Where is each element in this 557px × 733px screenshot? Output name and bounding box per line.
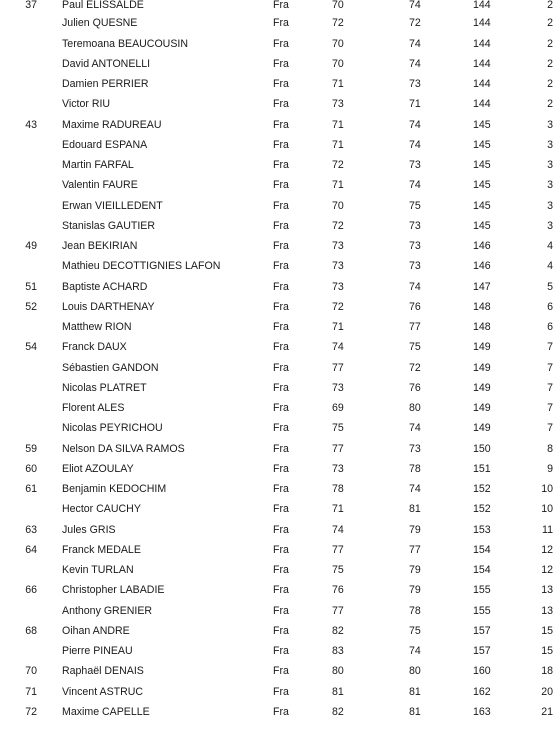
round-1-score: 77 — [332, 604, 344, 617]
score-to-par: 7 — [547, 361, 553, 374]
player-name: Valentin FAURE — [62, 179, 138, 192]
player-name: Erwan VIEILLEDENT — [62, 199, 163, 212]
player-name: Jules GRIS — [62, 523, 116, 536]
round-1-score: 71 — [332, 503, 344, 516]
score-to-par: 3 — [547, 118, 553, 131]
round-1-score: 76 — [332, 584, 344, 597]
player-name: Raphaël DENAIS — [62, 665, 144, 678]
score-to-par: 2 — [547, 0, 553, 11]
player-name: Sébastien GANDON — [62, 361, 159, 374]
player-name: Florent ALES — [62, 402, 125, 415]
round-1-score: 72 — [332, 219, 344, 232]
score-to-par: 10 — [541, 483, 553, 496]
round-2-score: 78 — [409, 462, 421, 475]
total-score: 149 — [473, 422, 491, 435]
player-position: 52 — [25, 300, 37, 313]
player-nationality: Fra — [273, 260, 289, 273]
player-nationality: Fra — [273, 381, 289, 394]
round-1-score: 71 — [332, 179, 344, 192]
score-to-par: 8 — [547, 442, 553, 455]
player-nationality: Fra — [273, 624, 289, 637]
player-name: Mathieu DECOTTIGNIES LAFON — [62, 260, 221, 273]
round-1-score: 73 — [332, 260, 344, 273]
player-position — [0, 641, 60, 661]
total-score: 149 — [473, 341, 491, 354]
round-2-score: 73 — [409, 260, 421, 273]
score-to-par: 7 — [547, 381, 553, 394]
round-1-score: 71 — [332, 118, 344, 131]
round-2-score: 73 — [409, 159, 421, 172]
total-score: 144 — [473, 78, 491, 91]
player-name: Oihan ANDRE — [62, 624, 130, 637]
round-1-score: 77 — [332, 543, 344, 556]
round-1-score: 81 — [332, 685, 344, 698]
round-2-score: 73 — [409, 442, 421, 455]
round-1-score: 83 — [332, 645, 344, 658]
player-position: 60 — [25, 462, 37, 475]
score-to-par: 7 — [547, 402, 553, 415]
table-row — [0, 236, 557, 256]
player-nationality: Fra — [273, 179, 289, 192]
player-nationality: Fra — [273, 280, 289, 293]
player-name: Hector CAUCHY — [62, 503, 141, 516]
table-row — [0, 297, 557, 317]
player-name: Maxime CAPELLE — [62, 705, 150, 718]
player-position — [0, 176, 60, 196]
player-name: Pierre PINEAU — [62, 645, 133, 658]
round-1-score: 77 — [332, 442, 344, 455]
total-score: 146 — [473, 260, 491, 273]
player-nationality: Fra — [273, 159, 289, 172]
player-nationality: Fra — [273, 0, 289, 11]
score-to-par: 12 — [541, 543, 553, 556]
round-2-score: 74 — [409, 179, 421, 192]
total-score: 157 — [473, 645, 491, 658]
round-2-score: 77 — [409, 543, 421, 556]
round-2-score: 73 — [409, 78, 421, 91]
player-name: Julien QUESNE — [62, 17, 138, 30]
score-to-par: 21 — [541, 705, 553, 718]
round-2-score: 74 — [409, 483, 421, 496]
total-score: 148 — [473, 321, 491, 334]
player-nationality: Fra — [273, 422, 289, 435]
total-score: 154 — [473, 564, 491, 577]
round-1-score: 82 — [332, 624, 344, 637]
score-to-par: 10 — [541, 503, 553, 516]
round-2-score: 71 — [409, 98, 421, 111]
player-name: Matthew RION — [62, 321, 132, 334]
round-2-score: 73 — [409, 219, 421, 232]
table-row — [0, 0, 557, 14]
round-1-score: 70 — [332, 57, 344, 70]
player-name: Baptiste ACHARD — [62, 280, 148, 293]
total-score: 152 — [473, 503, 491, 516]
round-2-score: 74 — [409, 37, 421, 50]
player-name: Paul ELISSALDE — [62, 0, 144, 11]
player-position: 54 — [25, 341, 37, 354]
score-to-par: 5 — [547, 280, 553, 293]
total-score: 144 — [473, 0, 491, 11]
player-position: 49 — [25, 240, 37, 253]
player-nationality: Fra — [273, 442, 289, 455]
round-2-score: 81 — [409, 685, 421, 698]
player-nationality: Fra — [273, 483, 289, 496]
player-position — [0, 54, 60, 74]
player-position: 64 — [25, 543, 37, 556]
round-1-score: 74 — [332, 341, 344, 354]
player-position — [0, 398, 60, 418]
score-to-par: 6 — [547, 300, 553, 313]
player-name: Stanislas GAUTIER — [62, 219, 156, 232]
table-row — [0, 135, 557, 155]
total-score: 155 — [473, 584, 491, 597]
table-row — [0, 581, 557, 601]
total-score: 146 — [473, 240, 491, 253]
total-score: 149 — [473, 361, 491, 374]
player-position — [0, 155, 60, 175]
score-to-par: 13 — [541, 604, 553, 617]
round-1-score: 70 — [332, 199, 344, 212]
round-1-score: 73 — [332, 462, 344, 475]
table-row — [0, 176, 557, 196]
player-position — [0, 95, 60, 115]
player-name: Eliot AZOULAY — [62, 462, 134, 475]
player-position — [0, 74, 60, 94]
total-score: 145 — [473, 199, 491, 212]
player-position — [0, 500, 60, 520]
score-to-par: 3 — [547, 179, 553, 192]
score-to-par: 2 — [547, 98, 553, 111]
player-nationality: Fra — [273, 564, 289, 577]
round-1-score: 74 — [332, 523, 344, 536]
player-position: 61 — [25, 483, 37, 496]
player-name: David ANTONELLI — [62, 57, 151, 70]
total-score: 157 — [473, 624, 491, 637]
table-row — [0, 601, 557, 621]
player-nationality: Fra — [273, 543, 289, 556]
total-score: 145 — [473, 138, 491, 151]
table-row — [0, 702, 557, 722]
round-1-score: 71 — [332, 138, 344, 151]
table-row — [0, 682, 557, 702]
round-1-score: 71 — [332, 321, 344, 334]
score-to-par: 4 — [547, 260, 553, 273]
round-1-score: 70 — [332, 0, 344, 11]
score-to-par: 20 — [541, 685, 553, 698]
total-score: 151 — [473, 462, 491, 475]
player-nationality: Fra — [273, 98, 289, 111]
score-to-par: 7 — [547, 341, 553, 354]
score-to-par: 15 — [541, 645, 553, 658]
round-2-score: 75 — [409, 199, 421, 212]
total-score: 149 — [473, 402, 491, 415]
total-score: 145 — [473, 118, 491, 131]
total-score: 147 — [473, 280, 491, 293]
round-2-score: 75 — [409, 624, 421, 637]
score-to-par: 11 — [542, 523, 553, 536]
table-row — [0, 459, 557, 479]
round-1-score: 75 — [332, 564, 344, 577]
table-row — [0, 155, 557, 175]
score-to-par: 2 — [547, 17, 553, 30]
player-position — [0, 378, 60, 398]
table-row — [0, 439, 557, 459]
table-row — [0, 257, 557, 277]
round-1-score: 73 — [332, 240, 344, 253]
player-nationality: Fra — [273, 503, 289, 516]
table-row — [0, 338, 557, 358]
player-name: Vincent ASTRUC — [62, 685, 144, 698]
round-2-score: 72 — [409, 17, 421, 30]
player-name: Christopher LABADIE — [62, 584, 165, 597]
table-row — [0, 398, 557, 418]
player-position: 71 — [25, 685, 37, 698]
player-name: Franck MEDALE — [62, 543, 141, 556]
player-position — [0, 135, 60, 155]
round-2-score: 74 — [409, 645, 421, 658]
round-2-score: 77 — [409, 321, 421, 334]
table-row — [0, 500, 557, 520]
score-to-par: 7 — [547, 422, 553, 435]
round-1-score: 71 — [332, 78, 344, 91]
table-row — [0, 560, 557, 580]
player-nationality: Fra — [273, 584, 289, 597]
round-1-score: 80 — [332, 665, 344, 678]
player-position: 51 — [25, 280, 37, 293]
player-position: 59 — [25, 442, 37, 455]
total-score: 155 — [473, 604, 491, 617]
table-row — [0, 34, 557, 54]
table-row — [0, 419, 557, 439]
score-to-par: 18 — [541, 665, 553, 678]
player-name: Jean BEKIRIAN — [62, 240, 138, 253]
player-nationality: Fra — [273, 645, 289, 658]
player-nationality: Fra — [273, 604, 289, 617]
table-row — [0, 95, 557, 115]
player-position — [0, 34, 60, 54]
player-name: Anthony GRENIER — [62, 604, 153, 617]
player-position: 72 — [25, 705, 37, 718]
total-score: 154 — [473, 543, 491, 556]
player-position — [0, 257, 60, 277]
player-name: Damien PERRIER — [62, 78, 149, 91]
player-nationality: Fra — [273, 57, 289, 70]
round-2-score: 75 — [409, 341, 421, 354]
round-2-score: 72 — [409, 361, 421, 374]
round-1-score: 73 — [332, 280, 344, 293]
round-2-score: 78 — [409, 604, 421, 617]
score-to-par: 6 — [547, 321, 553, 334]
player-position — [0, 560, 60, 580]
player-position — [0, 601, 60, 621]
player-nationality: Fra — [273, 37, 289, 50]
score-to-par: 12 — [541, 564, 553, 577]
player-name: Martin FARFAL — [62, 159, 134, 172]
table-row — [0, 520, 557, 540]
round-2-score: 79 — [409, 584, 421, 597]
player-nationality: Fra — [273, 321, 289, 334]
player-nationality: Fra — [273, 78, 289, 91]
round-2-score: 76 — [409, 300, 421, 313]
round-2-score: 79 — [409, 523, 421, 536]
player-position — [0, 419, 60, 439]
total-score: 163 — [473, 705, 491, 718]
round-1-score: 72 — [332, 159, 344, 172]
player-name: Nelson DA SILVA RAMOS — [62, 442, 185, 455]
round-2-score: 74 — [409, 280, 421, 293]
total-score: 160 — [473, 665, 491, 678]
score-to-par: 13 — [541, 584, 553, 597]
total-score: 149 — [473, 381, 491, 394]
player-name: Nicolas PLATRET — [62, 381, 147, 394]
table-row — [0, 54, 557, 74]
round-2-score: 74 — [409, 57, 421, 70]
player-position: 37 — [25, 0, 37, 11]
total-score: 148 — [473, 300, 491, 313]
player-nationality: Fra — [273, 462, 289, 475]
total-score: 145 — [473, 159, 491, 172]
table-row — [0, 479, 557, 499]
player-position: 63 — [25, 523, 37, 536]
round-1-score: 73 — [332, 98, 344, 111]
score-to-par: 9 — [547, 462, 553, 475]
round-1-score: 82 — [332, 705, 344, 718]
player-nationality: Fra — [273, 17, 289, 30]
player-name: Benjamin KEDOCHIM — [62, 483, 167, 496]
round-1-score: 72 — [332, 17, 344, 30]
score-to-par: 3 — [547, 219, 553, 232]
player-nationality: Fra — [273, 300, 289, 313]
player-name: Teremoana BEAUCOUSIN — [62, 37, 188, 50]
round-2-score: 79 — [409, 564, 421, 577]
table-row — [0, 277, 557, 297]
table-row — [0, 540, 557, 560]
score-to-par: 3 — [547, 138, 553, 151]
table-row — [0, 641, 557, 661]
player-name: Kevin TURLAN — [62, 564, 134, 577]
player-position: 66 — [25, 584, 37, 597]
round-2-score: 81 — [409, 503, 421, 516]
total-score: 153 — [473, 523, 491, 536]
player-name: Victor RIU — [62, 98, 111, 111]
total-score: 144 — [473, 17, 491, 30]
player-nationality: Fra — [273, 665, 289, 678]
round-2-score: 73 — [409, 240, 421, 253]
round-1-score: 78 — [332, 483, 344, 496]
player-nationality: Fra — [273, 138, 289, 151]
player-position — [0, 358, 60, 378]
round-2-score: 76 — [409, 381, 421, 394]
player-nationality: Fra — [273, 341, 289, 354]
total-score: 144 — [473, 37, 491, 50]
round-1-score: 77 — [332, 361, 344, 374]
table-row — [0, 74, 557, 94]
round-1-score: 73 — [332, 381, 344, 394]
round-2-score: 80 — [409, 402, 421, 415]
player-position: 43 — [25, 118, 37, 131]
player-nationality: Fra — [273, 240, 289, 253]
player-name: Maxime RADUREAU — [62, 118, 162, 131]
player-name: Louis DARTHENAY — [62, 300, 155, 313]
score-to-par: 15 — [541, 624, 553, 637]
round-1-score: 75 — [332, 422, 344, 435]
player-name: Edouard ESPANA — [62, 138, 148, 151]
table-row — [0, 662, 557, 682]
player-position — [0, 14, 60, 34]
score-to-par: 4 — [547, 240, 553, 253]
player-nationality: Fra — [273, 685, 289, 698]
round-1-score: 70 — [332, 37, 344, 50]
score-to-par: 3 — [547, 159, 553, 172]
total-score: 145 — [473, 179, 491, 192]
round-1-score: 69 — [332, 402, 344, 415]
player-nationality: Fra — [273, 219, 289, 232]
table-row — [0, 216, 557, 236]
player-nationality: Fra — [273, 402, 289, 415]
player-position: 70 — [25, 665, 37, 678]
round-2-score: 74 — [409, 138, 421, 151]
player-position — [0, 317, 60, 337]
table-row — [0, 358, 557, 378]
total-score: 144 — [473, 98, 491, 111]
player-nationality: Fra — [273, 705, 289, 718]
table-row — [0, 621, 557, 641]
player-nationality: Fra — [273, 523, 289, 536]
player-nationality: Fra — [273, 199, 289, 212]
total-score: 162 — [473, 685, 491, 698]
table-row — [0, 196, 557, 216]
player-name: Nicolas PEYRICHOU — [62, 422, 163, 435]
score-to-par: 2 — [547, 57, 553, 70]
player-name: Franck DAUX — [62, 341, 127, 354]
score-to-par: 3 — [547, 199, 553, 212]
table-row — [0, 115, 557, 135]
round-2-score: 81 — [409, 705, 421, 718]
round-2-score: 74 — [409, 0, 421, 11]
table-row — [0, 14, 557, 34]
round-2-score: 80 — [409, 665, 421, 678]
round-1-score: 72 — [332, 300, 344, 313]
player-position: 68 — [25, 624, 37, 637]
player-nationality: Fra — [273, 361, 289, 374]
table-row — [0, 378, 557, 398]
player-position — [0, 216, 60, 236]
total-score: 145 — [473, 219, 491, 232]
round-2-score: 74 — [409, 118, 421, 131]
table-row — [0, 317, 557, 337]
total-score: 152 — [473, 483, 491, 496]
total-score: 150 — [473, 442, 491, 455]
round-2-score: 74 — [409, 422, 421, 435]
player-nationality: Fra — [273, 118, 289, 131]
player-position — [0, 196, 60, 216]
score-to-par: 2 — [547, 37, 553, 50]
score-to-par: 2 — [547, 78, 553, 91]
total-score: 144 — [473, 57, 491, 70]
